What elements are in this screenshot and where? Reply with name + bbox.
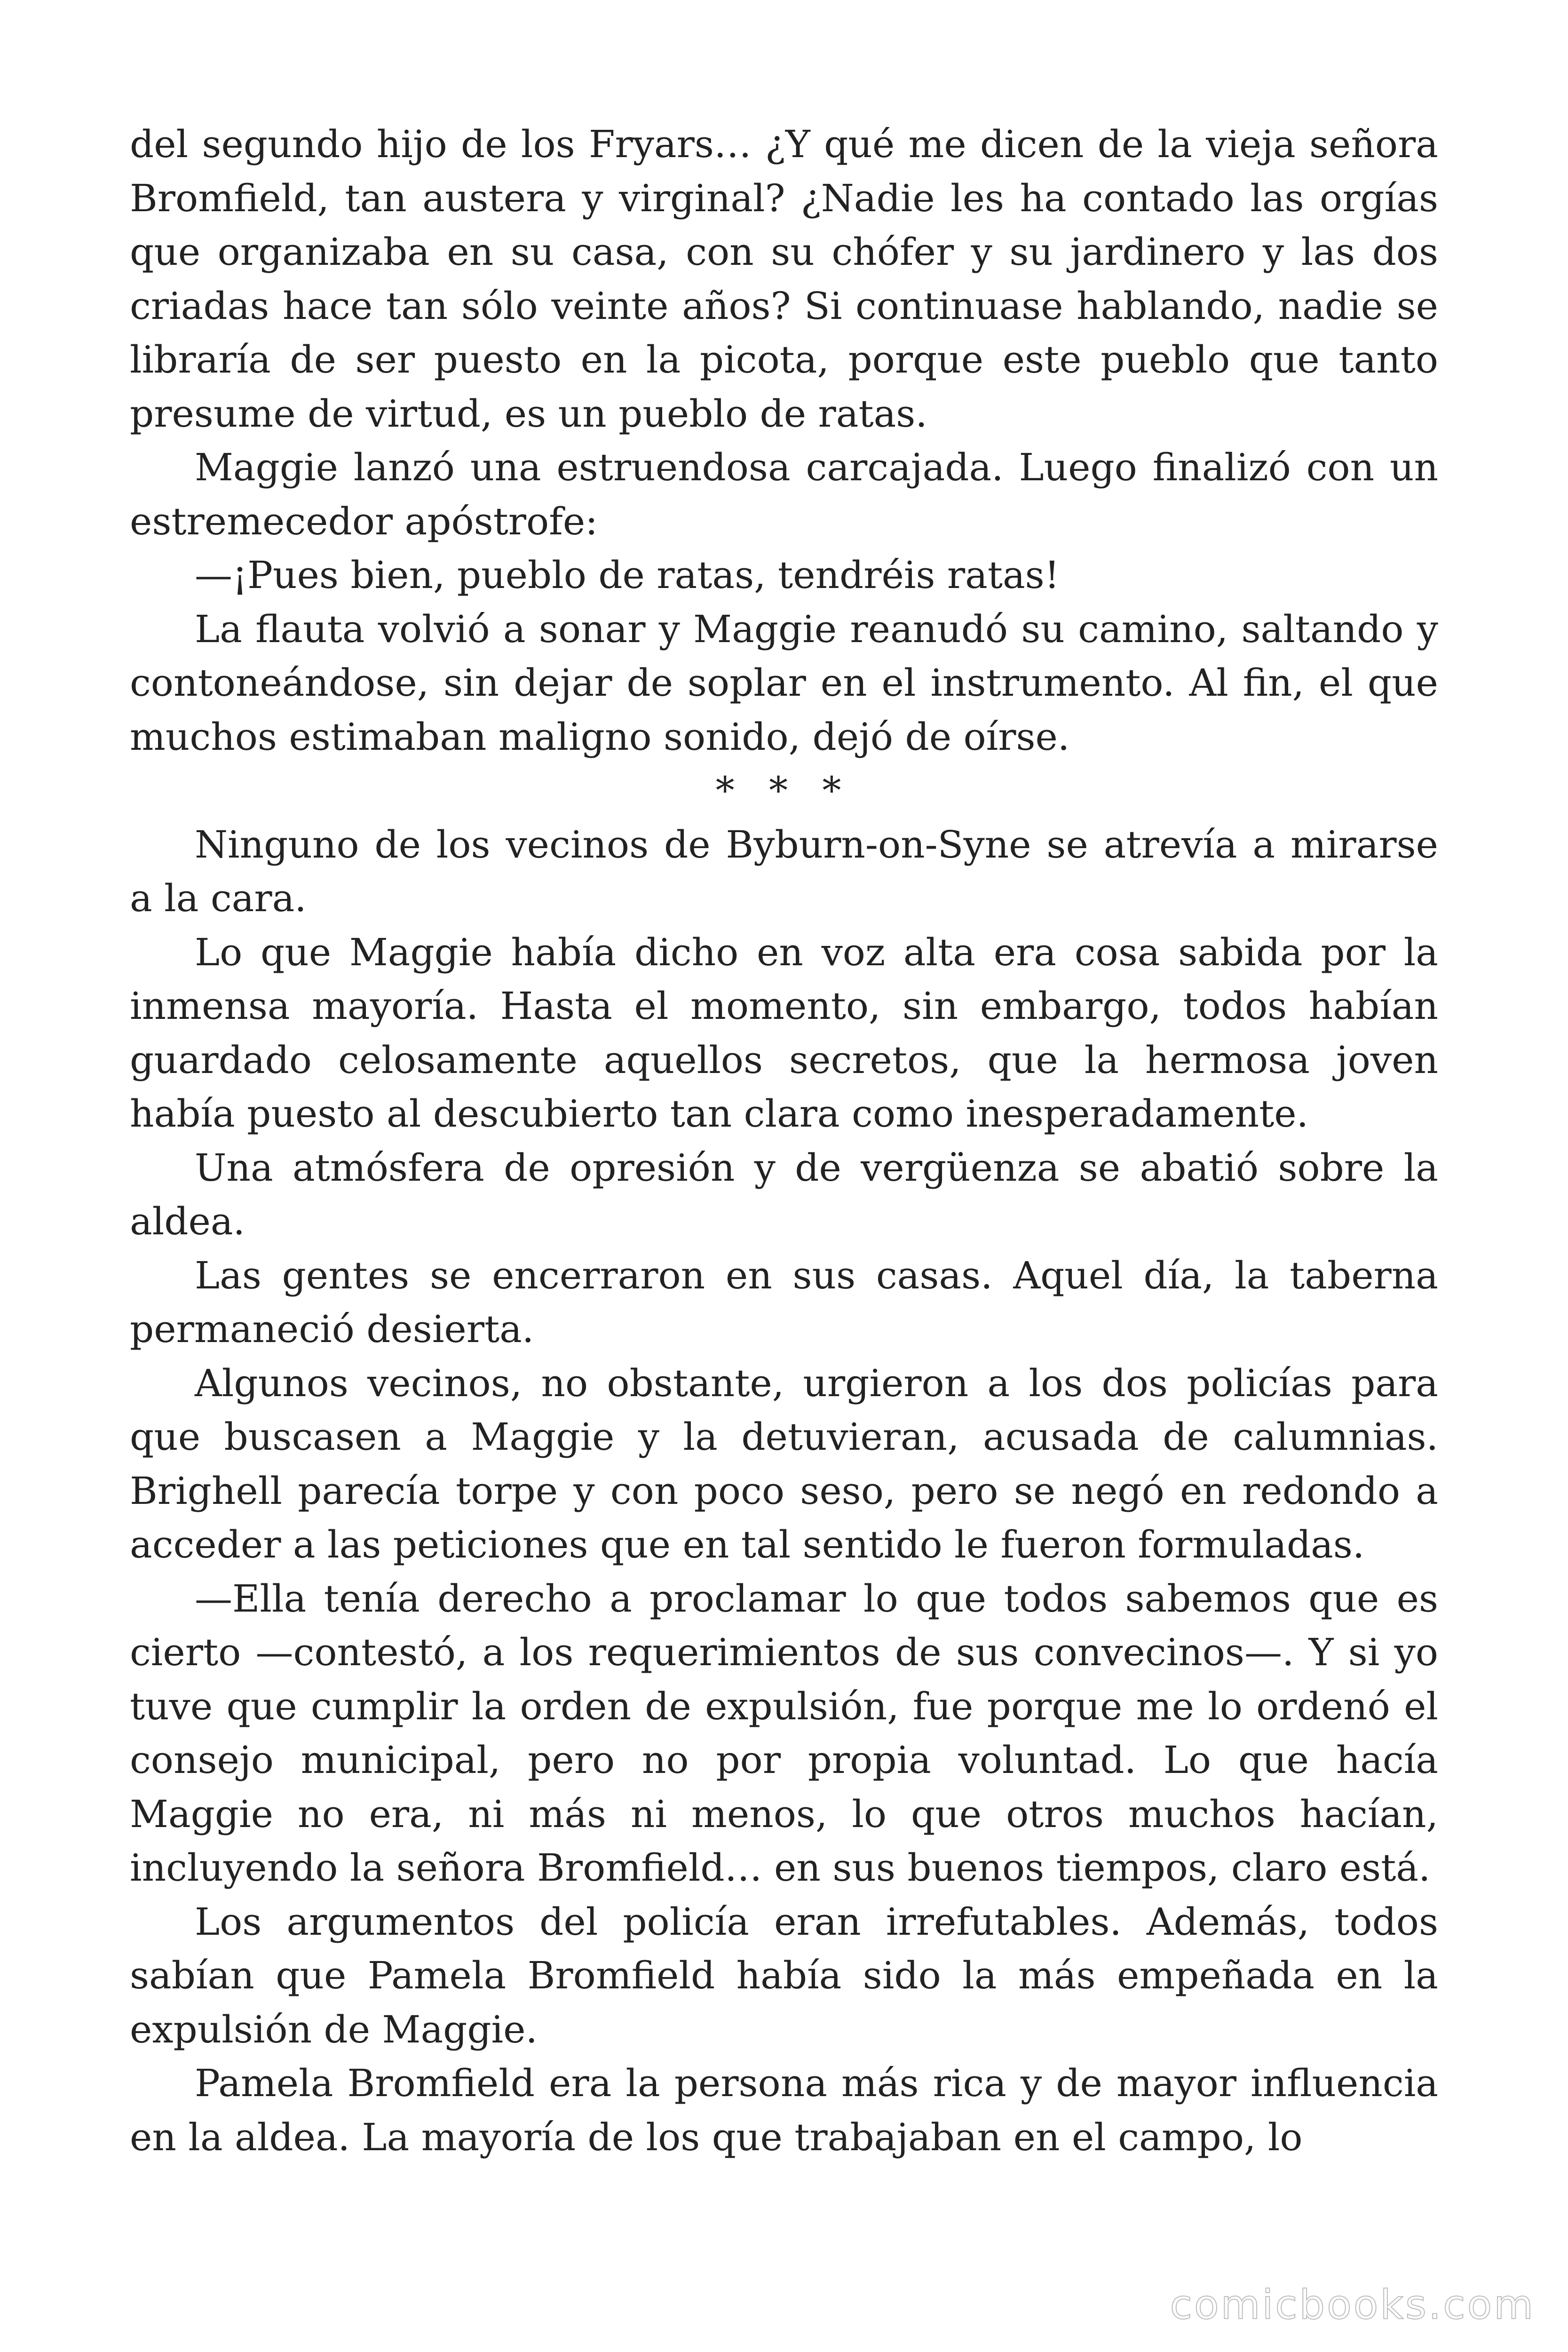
paragraph: Lo que Maggie había dicho en voz alta era cosa sabida por la inmensa mayoría. Hasta el momento, sin embargo, todos habían guardado celosamente aquellos secretos, que la hermosa joven había puesto al descubierto tan clara como inesperadamente.: [130, 930, 1438, 1136]
paragraph: La flauta volvió a sonar y Maggie reanudó su camino, saltando y contoneándose, sin dejar de soplar en el instrumento. Al fin, el que muchos estimaban maligno sonido, dejó de oírse.: [130, 607, 1438, 759]
paragraph: Maggie lanzó una estruendosa carcajada. Luego finalizó con un estremecedor apóstrofe:: [130, 445, 1438, 543]
paragraph: Pamela Bromfield era la persona más rica y de mayor influencia en la aldea. La mayoría de los que trabajaban en el campo, lo: [130, 2061, 1438, 2159]
paragraph: Ninguno de los vecinos de Byburn-on-Syne se atrevía a mirarse a la cara.: [130, 822, 1438, 920]
watermark: comicbooks.com: [1170, 2281, 1535, 2328]
paragraph: Los argumentos del policía eran irrefutables. Además, todos sabían que Pamela Bromfield había sido la más empeñada en la expulsión de Maggie.: [130, 1899, 1438, 2051]
paragraph: Las gentes se encerraron en sus casas. Aquel día, la taberna permaneció desierta.: [130, 1253, 1438, 1351]
paragraph: —¡Pues bien, pueblo de ratas, tendréis ratas!: [195, 553, 1060, 597]
paragraph: Algunos vecinos, no obstante, urgieron a los dos policías para que buscasen a Maggie y la detuvieran, acusada de calumnias. Brighell parecía torpe y con poco seso, pero se negó en redondo a acceder a las peticiones que en tal sentido le fueron formuladas.: [130, 1361, 1438, 1566]
book-page: [130, 118, 1438, 2164]
paragraph: del segundo hijo de los Fryars… ¿Y qué me dicen de la vieja señora Bromfield, tan austera y virginal? ¿Nadie les ha contado las orgías que organizaba en su casa, con su chófer y su jardinero y las dos criadas hace tan sólo veinte años? Si continuase hablando, nadie se libraría de ser puesto en la picota, porque este pueblo que tanto presume de virtud, es un pueblo de ratas.: [130, 122, 1438, 436]
paragraph: —Ella tenía derecho a proclamar lo que todos sabemos que es cierto —contestó, a los requerimientos de sus convecinos—. Y si yo tuve que cumplir la orden de expulsión, fue porque me lo ordenó el consejo municipal, pero no por propia voluntad. Lo que hacía Maggie no era, ni más ni menos, lo que otros muchos hacían, incluyendo la señora Bromfield… en sus buenos tiempos, claro está.: [130, 1576, 1438, 1890]
paragraph: Una atmósfera de opresión y de vergüenza se abatió sobre la aldea.: [130, 1145, 1438, 1243]
section-separator: * * *: [715, 769, 853, 812]
